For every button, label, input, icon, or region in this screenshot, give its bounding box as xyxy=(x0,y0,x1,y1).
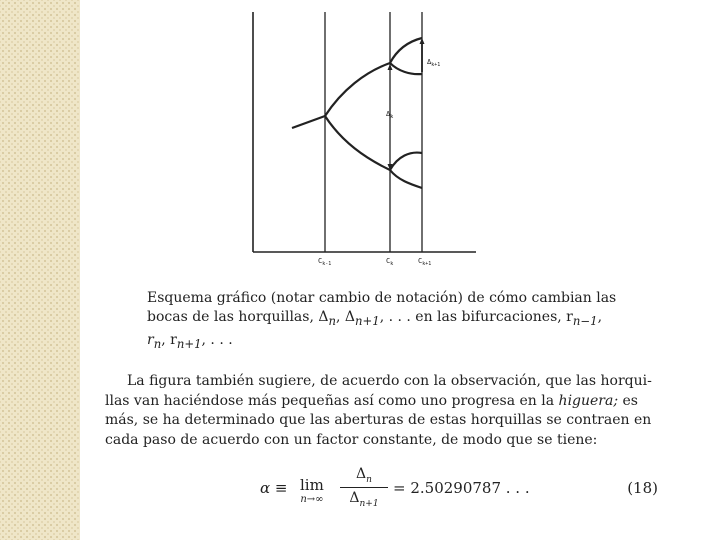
lower-subfork-top xyxy=(390,153,422,170)
paragraph-line-2: llas van haciéndose más pequeñas así como uno progresa en la higuera; es xyxy=(105,392,638,409)
equation-fraction: $\Delta_n$ $\Delta_{n+1}$ xyxy=(340,466,388,509)
figure-caption xyxy=(147,289,657,354)
caption-line-3: $r_n$, $r_{n+1}$, . . . xyxy=(147,331,233,351)
caption-line-1: Esquema gráfico (notar cambio de notación) de cómo cambian las xyxy=(147,290,617,306)
lower-branch xyxy=(325,116,390,170)
paragraph-line-1: La figura también sugiere, de acuerdo con la observación, que las horqui- xyxy=(127,373,652,389)
label-c-k: $C_k$ xyxy=(386,257,394,267)
lower-subfork-bottom xyxy=(390,170,422,188)
paragraph-line-3: más, se ha determinado que las aberturas de estas horquillas se contraen en xyxy=(105,412,652,428)
upper-branch xyxy=(325,63,390,116)
label-delta-k: $\Delta_k$ xyxy=(386,110,394,120)
caption-line-2: bocas de las horquillas, $\Delta_n$, $\Delta_{n+1}$, . . . en las bifurcaciones, $r_{n-1}$, xyxy=(147,309,603,328)
label-c-next: $C_{k+1}$ xyxy=(418,257,432,267)
paragraph-line-4: cada paso de acuerdo con un factor constante, de modo que se tiene: xyxy=(105,431,598,448)
equation-18 xyxy=(260,466,660,516)
equation-lhs: α ≡ xyxy=(260,479,288,497)
label-c-prev: $C_{k-1}$ xyxy=(318,257,332,267)
equation-value: = 2.50290787 . . . xyxy=(393,479,530,497)
body-paragraph xyxy=(105,372,660,450)
equation-number: (18) xyxy=(627,479,658,497)
decorative-side-strip xyxy=(0,0,80,540)
equation-limit: lim n→∞ xyxy=(300,476,324,505)
label-delta-next: $\Delta_{k+1}$ xyxy=(427,58,441,68)
upper-subfork-top xyxy=(390,38,422,63)
stem-branch xyxy=(292,116,325,128)
upper-subfork-bottom xyxy=(390,63,422,74)
bifurcation-figure xyxy=(230,8,490,278)
bifurcation-diagram xyxy=(230,8,490,278)
